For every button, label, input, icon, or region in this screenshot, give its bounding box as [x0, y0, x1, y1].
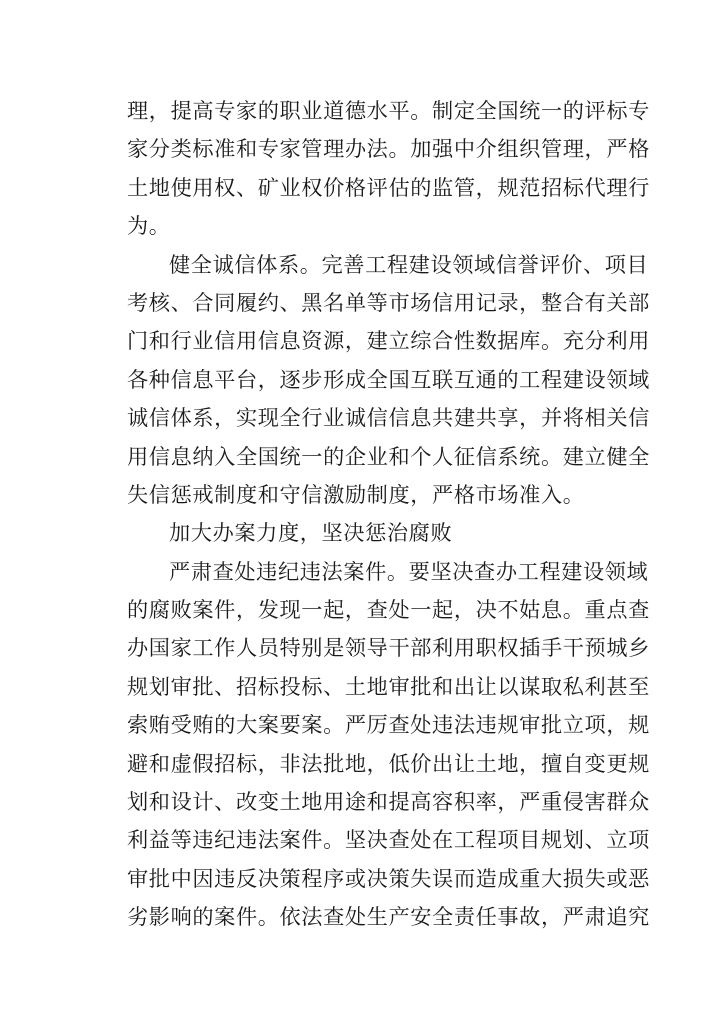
text-line: 诚信体系，实现全行业诚信信息共建共享，并将相关信 — [127, 405, 650, 431]
paragraph-start-line: 严肃查处违纪违法案件。要坚决查办工程建设领域 — [169, 558, 649, 584]
text-line: 理，提高专家的职业道德水平。制定全国统一的评标专 — [127, 98, 650, 123]
text-line: 失信惩戒制度和守信激励制度，严格市场准入。 — [127, 481, 585, 507]
text-line: 用信息纳入全国统一的企业和个人征信系统。建立健全 — [127, 443, 650, 469]
body-text — [127, 92, 650, 937]
text-line: 审批中因违反决策程序或决策失误而造成重大损失或恶 — [127, 865, 650, 891]
text-line: 利益等违纪违法案件。坚决查处在工程项目规划、立项 — [127, 827, 650, 853]
text-line: 避和虚假招标，非法批地，低价出让土地，擅自变更规 — [127, 750, 650, 776]
text-line: 为。 — [127, 213, 171, 239]
text-line: 劣影响的案件。依法查处生产安全责任事故，严肃追究 — [127, 904, 650, 930]
text-line: 办国家工作人员特别是领导干部利用职权插手干预城乡 — [127, 635, 650, 661]
text-line: 土地使用权、矿业权价格评估的监管，规范招标代理行 — [127, 174, 650, 200]
text-line: 各种信息平台，逐步形成全国互联互通的工程建设领域 — [127, 366, 650, 392]
text-line: 门和行业信用信息资源，建立综合性数据库。充分利用 — [127, 328, 650, 354]
text-line: 家分类标准和专家管理办法。加强中介组织管理，严格 — [127, 136, 650, 162]
text-line: 索贿受贿的大案要案。严厉查处违法违规审批立项，规 — [127, 712, 650, 738]
paragraph-start-line: 健全诚信体系。完善工程建设领域信誉评价、项目 — [169, 251, 649, 277]
text-line: 的腐败案件，发现一起，查处一起，决不姑息。重点查 — [127, 597, 650, 623]
section-heading: 加大办案力度，坚决惩治腐败 — [169, 520, 453, 546]
text-line: 考核、合同履约、黑名单等市场信用记录，整合有关部 — [127, 289, 650, 315]
text-line: 划和设计、改变土地用途和提高容积率，严重侵害群众 — [127, 789, 650, 815]
text-line: 规划审批、招标投标、土地审批和出让以谋取私利甚至 — [127, 673, 650, 699]
